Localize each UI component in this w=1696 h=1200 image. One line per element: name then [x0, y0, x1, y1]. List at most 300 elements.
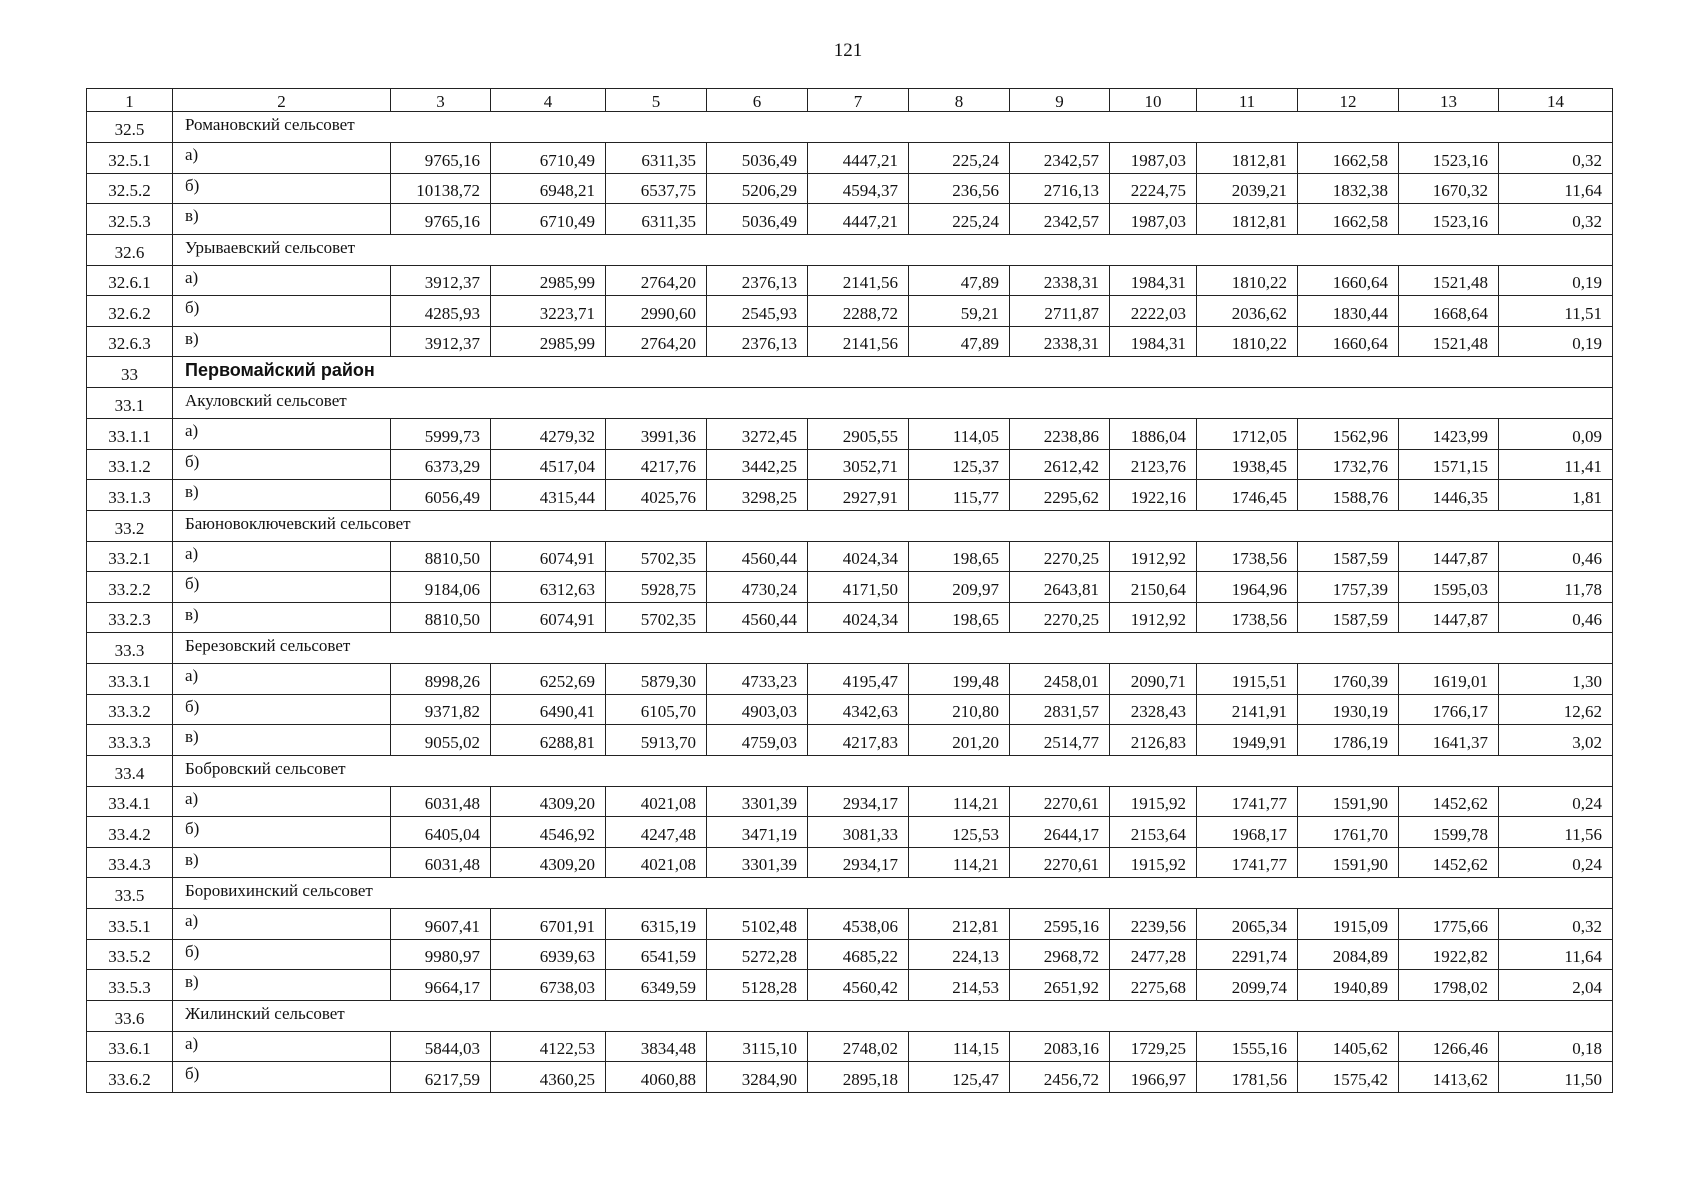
value-cell: 1984,31	[1110, 265, 1197, 296]
value-cell: 5206,29	[707, 173, 808, 204]
value-cell: 1591,90	[1298, 786, 1399, 817]
value-cell: 6738,03	[491, 970, 606, 1001]
value-cell: 0,09	[1499, 419, 1613, 450]
value-cell: 1915,92	[1110, 786, 1197, 817]
value-cell: 1446,35	[1399, 480, 1499, 511]
table-row	[87, 419, 1613, 450]
value-cell: 1660,64	[1298, 326, 1399, 357]
column-number-header: 5	[606, 89, 707, 112]
section-code: 33.2	[87, 510, 173, 541]
value-cell: 1760,39	[1298, 664, 1399, 695]
value-cell: 2099,74	[1197, 970, 1298, 1001]
row-code: 33.1.1	[87, 419, 173, 450]
value-cell: 212,81	[909, 909, 1010, 940]
value-cell: 9765,16	[391, 204, 491, 235]
value-cell: 0,18	[1499, 1031, 1613, 1062]
value-cell: 1,30	[1499, 664, 1613, 695]
value-cell: 11,50	[1499, 1062, 1613, 1093]
value-cell: 2748,02	[808, 1031, 909, 1062]
value-cell: 8810,50	[391, 541, 491, 572]
table-row	[87, 265, 1613, 296]
value-cell: 1738,56	[1197, 541, 1298, 572]
value-cell: 1555,16	[1197, 1031, 1298, 1062]
value-cell: 8810,50	[391, 602, 491, 633]
row-code: 33.1.3	[87, 480, 173, 511]
value-cell: 1523,16	[1399, 204, 1499, 235]
row-variant-label: б)	[173, 694, 391, 725]
section-code: 33.4	[87, 755, 173, 786]
table-row	[87, 817, 1613, 848]
value-cell: 125,53	[909, 817, 1010, 848]
row-code: 33.5.2	[87, 939, 173, 970]
section-title: Романовский сельсовет	[173, 112, 1613, 143]
value-cell: 2153,64	[1110, 817, 1197, 848]
value-cell: 3912,37	[391, 265, 491, 296]
value-cell: 4315,44	[491, 480, 606, 511]
value-cell: 2224,75	[1110, 173, 1197, 204]
value-cell: 6948,21	[491, 173, 606, 204]
row-code: 33.3.3	[87, 725, 173, 756]
value-cell: 8998,26	[391, 664, 491, 695]
row-variant-label: в)	[173, 326, 391, 357]
row-variant-label: а)	[173, 265, 391, 296]
value-cell: 1521,48	[1399, 265, 1499, 296]
value-cell: 1712,05	[1197, 419, 1298, 450]
value-cell: 2644,17	[1010, 817, 1110, 848]
value-cell: 1968,17	[1197, 817, 1298, 848]
table-row	[87, 204, 1613, 235]
row-variant-label: в)	[173, 847, 391, 878]
section-code: 33.3	[87, 633, 173, 664]
value-cell: 209,97	[909, 572, 1010, 603]
value-cell: 4024,34	[808, 541, 909, 572]
value-cell: 5879,30	[606, 664, 707, 695]
section-code: 33.1	[87, 388, 173, 419]
value-cell: 1766,17	[1399, 694, 1499, 725]
row-code: 32.5.1	[87, 143, 173, 174]
value-cell: 0,32	[1499, 909, 1613, 940]
value-cell: 5913,70	[606, 725, 707, 756]
value-cell: 1741,77	[1197, 786, 1298, 817]
value-cell: 0,24	[1499, 847, 1613, 878]
value-cell: 6701,91	[491, 909, 606, 940]
table-row	[87, 694, 1613, 725]
row-code: 33.2.3	[87, 602, 173, 633]
section-row	[87, 234, 1613, 265]
table-row	[87, 909, 1613, 940]
value-cell: 2338,31	[1010, 265, 1110, 296]
value-cell: 3284,90	[707, 1062, 808, 1093]
value-cell: 2934,17	[808, 847, 909, 878]
value-cell: 3223,71	[491, 296, 606, 327]
table-row	[87, 572, 1613, 603]
value-cell: 2036,62	[1197, 296, 1298, 327]
value-cell: 4447,21	[808, 204, 909, 235]
row-code: 33.6.2	[87, 1062, 173, 1093]
column-number-header: 2	[173, 89, 391, 112]
value-cell: 1922,16	[1110, 480, 1197, 511]
value-cell: 1964,96	[1197, 572, 1298, 603]
value-cell: 3912,37	[391, 326, 491, 357]
section-row	[87, 1000, 1613, 1031]
value-cell: 5102,48	[707, 909, 808, 940]
value-cell: 1987,03	[1110, 204, 1197, 235]
value-cell: 6939,63	[491, 939, 606, 970]
row-variant-label: в)	[173, 204, 391, 235]
section-title: Урываевский сельсовет	[173, 234, 1613, 265]
value-cell: 1447,87	[1399, 602, 1499, 633]
value-cell: 2376,13	[707, 265, 808, 296]
row-code: 33.3.2	[87, 694, 173, 725]
value-cell: 1930,19	[1298, 694, 1399, 725]
value-cell: 1798,02	[1399, 970, 1499, 1001]
value-cell: 1670,32	[1399, 173, 1499, 204]
value-cell: 5844,03	[391, 1031, 491, 1062]
value-cell: 6074,91	[491, 602, 606, 633]
section-row	[87, 878, 1613, 909]
row-variant-label: а)	[173, 541, 391, 572]
value-cell: 2927,91	[808, 480, 909, 511]
value-cell: 1984,31	[1110, 326, 1197, 357]
value-cell: 199,48	[909, 664, 1010, 695]
table-row	[87, 786, 1613, 817]
value-cell: 3115,10	[707, 1031, 808, 1062]
section-code: 33.5	[87, 878, 173, 909]
row-variant-label: в)	[173, 602, 391, 633]
value-cell: 5999,73	[391, 419, 491, 450]
value-cell: 1587,59	[1298, 602, 1399, 633]
row-variant-label: а)	[173, 419, 391, 450]
table-row	[87, 173, 1613, 204]
row-variant-label: а)	[173, 664, 391, 695]
row-variant-label: а)	[173, 909, 391, 940]
value-cell: 3834,48	[606, 1031, 707, 1062]
value-cell: 1812,81	[1197, 204, 1298, 235]
value-cell: 4021,08	[606, 847, 707, 878]
value-cell: 4060,88	[606, 1062, 707, 1093]
section-code: 33	[87, 357, 173, 388]
value-cell: 1810,22	[1197, 265, 1298, 296]
value-cell: 4733,23	[707, 664, 808, 695]
row-code: 33.4.1	[87, 786, 173, 817]
value-cell: 4685,22	[808, 939, 909, 970]
value-cell: 1912,92	[1110, 541, 1197, 572]
value-cell: 2039,21	[1197, 173, 1298, 204]
value-cell: 5036,49	[707, 204, 808, 235]
value-cell: 3471,19	[707, 817, 808, 848]
value-cell: 12,62	[1499, 694, 1613, 725]
table-row	[87, 725, 1613, 756]
value-cell: 1447,87	[1399, 541, 1499, 572]
value-cell: 2643,81	[1010, 572, 1110, 603]
row-variant-label: в)	[173, 480, 391, 511]
value-cell: 2065,34	[1197, 909, 1298, 940]
value-cell: 1732,76	[1298, 449, 1399, 480]
value-cell: 4247,48	[606, 817, 707, 848]
value-cell: 1523,16	[1399, 143, 1499, 174]
value-cell: 2968,72	[1010, 939, 1110, 970]
value-cell: 1423,99	[1399, 419, 1499, 450]
value-cell: 3,02	[1499, 725, 1613, 756]
value-cell: 236,56	[909, 173, 1010, 204]
value-cell: 225,24	[909, 204, 1010, 235]
value-cell: 9371,82	[391, 694, 491, 725]
row-variant-label: а)	[173, 786, 391, 817]
value-cell: 4594,37	[808, 173, 909, 204]
section-code: 32.5	[87, 112, 173, 143]
value-cell: 4560,44	[707, 602, 808, 633]
table-row	[87, 602, 1613, 633]
value-cell: 114,21	[909, 786, 1010, 817]
value-cell: 210,80	[909, 694, 1010, 725]
table-row	[87, 1031, 1613, 1062]
value-cell: 1599,78	[1399, 817, 1499, 848]
value-cell: 4279,32	[491, 419, 606, 450]
value-cell: 11,51	[1499, 296, 1613, 327]
value-cell: 1938,45	[1197, 449, 1298, 480]
value-cell: 4021,08	[606, 786, 707, 817]
value-cell: 1562,96	[1298, 419, 1399, 450]
table-row	[87, 326, 1613, 357]
value-cell: 1781,56	[1197, 1062, 1298, 1093]
value-cell: 2764,20	[606, 265, 707, 296]
value-cell: 6056,49	[391, 480, 491, 511]
value-cell: 6105,70	[606, 694, 707, 725]
value-cell: 6252,69	[491, 664, 606, 695]
value-cell: 114,05	[909, 419, 1010, 450]
table-row	[87, 143, 1613, 174]
value-cell: 2990,60	[606, 296, 707, 327]
value-cell: 2895,18	[808, 1062, 909, 1093]
value-cell: 4285,93	[391, 296, 491, 327]
value-cell: 5702,35	[606, 602, 707, 633]
value-cell: 1775,66	[1399, 909, 1499, 940]
value-cell: 11,64	[1499, 173, 1613, 204]
value-cell: 5272,28	[707, 939, 808, 970]
row-variant-label: б)	[173, 296, 391, 327]
section-title: Жилинский сельсовет	[173, 1000, 1613, 1031]
value-cell: 2456,72	[1010, 1062, 1110, 1093]
value-cell: 6217,59	[391, 1062, 491, 1093]
value-cell: 4171,50	[808, 572, 909, 603]
column-number-header: 1	[87, 89, 173, 112]
value-cell: 3272,45	[707, 419, 808, 450]
value-cell: 0,46	[1499, 541, 1613, 572]
value-cell: 0,32	[1499, 143, 1613, 174]
value-cell: 2934,17	[808, 786, 909, 817]
value-cell: 1595,03	[1399, 572, 1499, 603]
value-cell: 3081,33	[808, 817, 909, 848]
value-cell: 198,65	[909, 602, 1010, 633]
value-cell: 2342,57	[1010, 143, 1110, 174]
value-cell: 2985,99	[491, 265, 606, 296]
header-row	[87, 89, 1613, 112]
row-variant-label: а)	[173, 143, 391, 174]
value-cell: 0,24	[1499, 786, 1613, 817]
table-row	[87, 970, 1613, 1001]
value-cell: 225,24	[909, 143, 1010, 174]
value-cell: 4546,92	[491, 817, 606, 848]
value-cell: 1940,89	[1298, 970, 1399, 1001]
value-cell: 6490,41	[491, 694, 606, 725]
value-cell: 1830,44	[1298, 296, 1399, 327]
value-cell: 11,64	[1499, 939, 1613, 970]
value-cell: 2612,42	[1010, 449, 1110, 480]
value-cell: 1987,03	[1110, 143, 1197, 174]
value-cell: 2090,71	[1110, 664, 1197, 695]
value-cell: 1662,58	[1298, 143, 1399, 174]
row-code: 33.5.3	[87, 970, 173, 1001]
row-variant-label: б)	[173, 449, 391, 480]
value-cell: 6288,81	[491, 725, 606, 756]
value-cell: 2126,83	[1110, 725, 1197, 756]
value-cell: 9664,17	[391, 970, 491, 1001]
value-cell: 2270,25	[1010, 602, 1110, 633]
value-cell: 0,19	[1499, 265, 1613, 296]
value-cell: 2711,87	[1010, 296, 1110, 327]
row-variant-label: б)	[173, 572, 391, 603]
value-cell: 1886,04	[1110, 419, 1197, 450]
table-row	[87, 541, 1613, 572]
value-cell: 2376,13	[707, 326, 808, 357]
value-cell: 4447,21	[808, 143, 909, 174]
column-number-header: 7	[808, 89, 909, 112]
value-cell: 1786,19	[1298, 725, 1399, 756]
value-cell: 198,65	[909, 541, 1010, 572]
value-cell: 4024,34	[808, 602, 909, 633]
value-cell: 5928,75	[606, 572, 707, 603]
column-number-header: 8	[909, 89, 1010, 112]
section-row	[87, 755, 1613, 786]
row-variant-label: в)	[173, 725, 391, 756]
row-code: 33.5.1	[87, 909, 173, 940]
column-number-header: 11	[1197, 89, 1298, 112]
value-cell: 224,13	[909, 939, 1010, 970]
value-cell: 2831,57	[1010, 694, 1110, 725]
column-number-header: 9	[1010, 89, 1110, 112]
value-cell: 1413,62	[1399, 1062, 1499, 1093]
value-cell: 11,56	[1499, 817, 1613, 848]
row-code: 33.6.1	[87, 1031, 173, 1062]
value-cell: 1915,92	[1110, 847, 1197, 878]
value-cell: 1729,25	[1110, 1031, 1197, 1062]
value-cell: 6315,19	[606, 909, 707, 940]
section-code: 32.6	[87, 234, 173, 265]
table-row	[87, 480, 1613, 511]
value-cell: 1619,01	[1399, 664, 1499, 695]
value-cell: 6074,91	[491, 541, 606, 572]
value-cell: 3442,25	[707, 449, 808, 480]
value-cell: 1591,90	[1298, 847, 1399, 878]
value-cell: 201,20	[909, 725, 1010, 756]
row-code: 33.4.3	[87, 847, 173, 878]
value-cell: 114,15	[909, 1031, 1010, 1062]
section-title: Бобровский сельсовет	[173, 755, 1613, 786]
value-cell: 115,77	[909, 480, 1010, 511]
value-cell: 1587,59	[1298, 541, 1399, 572]
value-cell: 2338,31	[1010, 326, 1110, 357]
value-cell: 5036,49	[707, 143, 808, 174]
value-cell: 2905,55	[808, 419, 909, 450]
value-cell: 3991,36	[606, 419, 707, 450]
value-cell: 2595,16	[1010, 909, 1110, 940]
value-cell: 9184,06	[391, 572, 491, 603]
value-cell: 2342,57	[1010, 204, 1110, 235]
row-code: 33.4.2	[87, 817, 173, 848]
table-row	[87, 939, 1613, 970]
value-cell: 4025,76	[606, 480, 707, 511]
table-row	[87, 296, 1613, 327]
value-cell: 2270,61	[1010, 786, 1110, 817]
value-cell: 1,81	[1499, 480, 1613, 511]
row-code: 33.2.1	[87, 541, 173, 572]
section-title: Боровихинский сельсовет	[173, 878, 1613, 909]
value-cell: 10138,72	[391, 173, 491, 204]
value-cell: 59,21	[909, 296, 1010, 327]
value-cell: 1746,45	[1197, 480, 1298, 511]
value-cell: 4517,04	[491, 449, 606, 480]
value-cell: 4560,44	[707, 541, 808, 572]
value-cell: 2270,61	[1010, 847, 1110, 878]
value-cell: 6349,59	[606, 970, 707, 1001]
value-cell: 2295,62	[1010, 480, 1110, 511]
value-cell: 6710,49	[491, 143, 606, 174]
value-cell: 1741,77	[1197, 847, 1298, 878]
value-cell: 3298,25	[707, 480, 808, 511]
value-cell: 1761,70	[1298, 817, 1399, 848]
value-cell: 2716,13	[1010, 173, 1110, 204]
value-cell: 1662,58	[1298, 204, 1399, 235]
value-cell: 0,46	[1499, 602, 1613, 633]
value-cell: 6373,29	[391, 449, 491, 480]
row-code: 32.6.1	[87, 265, 173, 296]
section-title: Березовский сельсовет	[173, 633, 1613, 664]
row-variant-label: б)	[173, 173, 391, 204]
column-number-header: 4	[491, 89, 606, 112]
value-cell: 2651,92	[1010, 970, 1110, 1001]
value-cell: 1922,82	[1399, 939, 1499, 970]
section-row	[87, 633, 1613, 664]
column-number-header: 13	[1399, 89, 1499, 112]
table-row	[87, 1062, 1613, 1093]
value-cell: 214,53	[909, 970, 1010, 1001]
value-cell: 0,19	[1499, 326, 1613, 357]
row-variant-label: б)	[173, 817, 391, 848]
value-cell: 6311,35	[606, 143, 707, 174]
row-variant-label: б)	[173, 939, 391, 970]
value-cell: 1641,37	[1399, 725, 1499, 756]
value-cell: 1966,97	[1110, 1062, 1197, 1093]
value-cell: 4122,53	[491, 1031, 606, 1062]
row-code: 32.6.2	[87, 296, 173, 327]
value-cell: 1915,51	[1197, 664, 1298, 695]
row-code: 33.1.2	[87, 449, 173, 480]
value-cell: 6312,63	[491, 572, 606, 603]
value-cell: 1757,39	[1298, 572, 1399, 603]
district-title: Первомайский район	[173, 357, 1613, 388]
value-cell: 4195,47	[808, 664, 909, 695]
value-cell: 1521,48	[1399, 326, 1499, 357]
value-cell: 1812,81	[1197, 143, 1298, 174]
row-variant-label: б)	[173, 1062, 391, 1093]
table-row	[87, 664, 1613, 695]
value-cell: 2288,72	[808, 296, 909, 327]
tariff-table	[86, 88, 1613, 1093]
column-number-header: 14	[1499, 89, 1613, 112]
value-cell: 1915,09	[1298, 909, 1399, 940]
value-cell: 11,41	[1499, 449, 1613, 480]
value-cell: 5702,35	[606, 541, 707, 572]
